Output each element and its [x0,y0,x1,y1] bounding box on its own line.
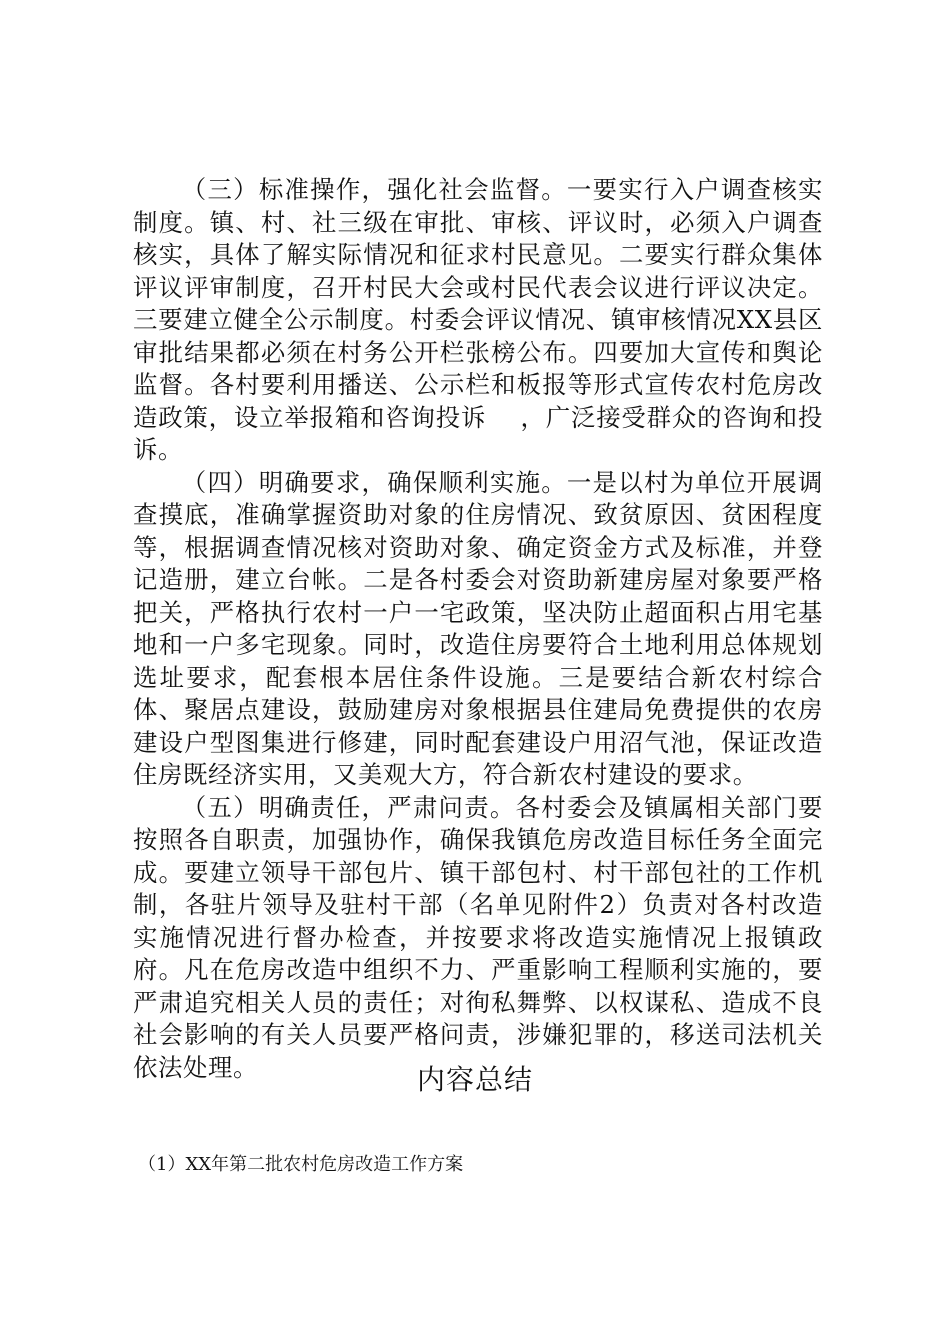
paragraph-section-3: （三）标准操作，强化社会监督。一要实行入户调查核实制度。镇、村、社三级在审批、审核、评议时，必须入户调查核实，具体了解实际情况和征求村民意见。二要实行群众集体评议评审制度，召开村民大会或村民代表会议进行评议决定。三要建立健全公示制度。村委会评议情况、镇审核情况XX县区审批结果都必须在村务公开栏张榜公布。四要加大宣传和舆论监督。各村要利用播送、公示栏和板报等形式宣传农村危房改造政策，设立举报箱和咨询投诉 ，广泛接受群众的咨询和投诉。 [133,175,823,464]
document-body [133,174,823,1084]
paragraph-section-5: （五）明确责任，严肃问责。各村委会及镇属相关部门要按照各自职责，加强协作，确保我镇危房改造目标任务全面完成。要建立领导干部包片、镇干部包村、村干部包社的工作机制，各驻片领导及驻村干部（名单见附件2）负责对各村改造实施情况进行督办检查，并按要求将改造实施情况上报镇政府。凡在危房改造中组织不力、严重影响工程顺利实施的，要严肃追究相关人员的责任；对徇私舞弊、以权谋私、造成不良社会影响的有关人员要严格问责，涉嫌犯罪的，移送司法机关依法处理。 [133,792,823,1082]
summary-title: 内容总结 [416,1063,533,1096]
paragraph-section-4: （四）明确要求，确保顺利实施。一是以村为单位开展调查摸底，准确掌握资助对象的住房情况、致贫原因、贫困程度等，根据调查情况核对资助对象、确定资金方式及标准，并登记造册，建立台帐。二是各村委会对资助新建房屋对象要严格把关，严格执行农村一户一宅政策，坚决防止超面积占用宅基地和一户多宅现象。同时，改造住房要符合土地利用总体规划选址要求，配套根本居住条件设施。三是要结合新农村综合体、聚居点建设，鼓励建房对象根据县住建局免费提供的农房建设户型图集进行修建，同时配套建设户用沼气池，保证改造住房既经济实用，又美观大方，符合新农村建设的要求。 [133,467,823,789]
summary-item: （1）XX年第二批农村危房改造工作方案 [138,1154,464,1175]
